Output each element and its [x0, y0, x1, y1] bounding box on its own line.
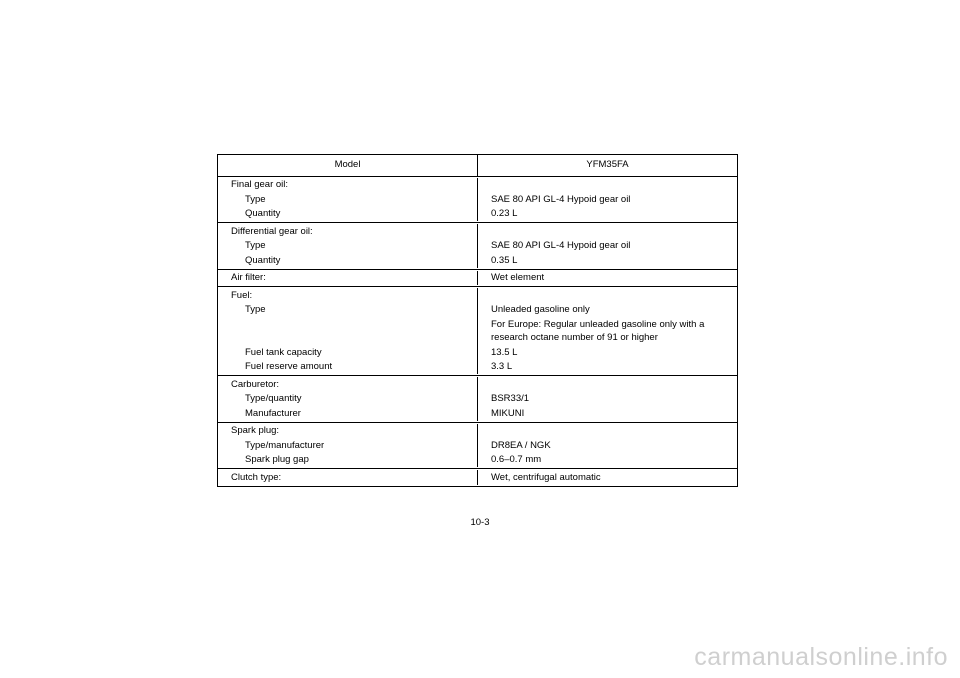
row-value: [478, 178, 737, 193]
watermark-logo: carmanualsonline.info: [694, 643, 948, 671]
row-value: SAE 80 API GL-4 Hypoid gear oil: [491, 240, 631, 251]
row-value: DR8EA / NGK: [491, 439, 551, 451]
row-value: [478, 224, 737, 239]
table-row: [218, 178, 737, 193]
row-value: Unleaded gasoline only: [491, 304, 590, 315]
row-label: Type/manufacturer: [218, 438, 478, 453]
table-group: [218, 422, 737, 469]
table-row: [218, 345, 737, 360]
row-value: MIKUNI: [491, 407, 525, 419]
row-label: Differential gear oil:: [218, 224, 478, 239]
row-label: Manufacturer: [218, 406, 478, 421]
table-row: [218, 253, 737, 268]
row-label: Spark plug gap: [218, 453, 478, 468]
row-label: Final gear oil:: [218, 178, 478, 193]
table-row: [218, 438, 737, 453]
spec-table: [217, 154, 738, 487]
table-row: [218, 271, 737, 286]
row-label: Air filter:: [218, 271, 478, 286]
row-value: BSR33/1: [491, 393, 530, 404]
table-row: [218, 453, 737, 468]
row-value: 3.3 L: [491, 361, 513, 372]
row-label: Type: [218, 192, 478, 207]
row-label: Quantity: [218, 207, 478, 222]
table-row: [218, 207, 737, 222]
row-value: Wet, centrifugal automatic: [491, 471, 601, 483]
row-label: Fuel tank capacity: [218, 345, 478, 360]
table-group: [218, 468, 737, 486]
table-row: [218, 317, 737, 345]
row-value: 0.35 L: [491, 254, 518, 266]
row-value: 0.6–0.7 mm: [491, 454, 542, 465]
row-label: Type/quantity: [218, 392, 478, 407]
model-header-value: YFM35FA: [586, 159, 629, 170]
row-value: [478, 424, 737, 439]
table-header-row: [218, 155, 737, 177]
row-value: Wet element: [491, 272, 545, 283]
table-group: [218, 222, 737, 269]
table-row: [218, 377, 737, 392]
row-label: Fuel:: [218, 288, 478, 303]
table-row: [218, 406, 737, 421]
table-row: [218, 239, 737, 254]
table-row: [218, 288, 737, 303]
table-group: [218, 375, 737, 422]
row-value: 13.5 L: [491, 346, 518, 358]
table-body: [218, 177, 737, 486]
row-label: Clutch type:: [218, 470, 478, 485]
table-row: [218, 470, 737, 485]
row-value: [478, 288, 737, 303]
table-row: [218, 224, 737, 239]
row-label: Carburetor:: [218, 377, 478, 392]
row-label: Fuel reserve amount: [218, 360, 478, 375]
row-value: For Europe: Regular unleaded gasoline only with a research octane number of 91 or higher: [491, 318, 705, 343]
table-row: [218, 392, 737, 407]
page-number: 10-3: [470, 517, 490, 528]
table-group: [218, 177, 737, 223]
row-value: [478, 377, 737, 392]
table-group: [218, 269, 737, 287]
table-row: [218, 303, 737, 318]
table-row: [218, 424, 737, 439]
row-label: Quantity: [218, 253, 478, 268]
table-group: [218, 286, 737, 375]
row-label: [218, 317, 478, 345]
table-row: [218, 192, 737, 207]
row-value: SAE 80 API GL-4 Hypoid gear oil: [491, 193, 631, 205]
row-label: Type: [218, 303, 478, 318]
table-row: [218, 360, 737, 375]
row-label: Spark plug:: [218, 424, 478, 439]
row-label: Type: [218, 239, 478, 254]
model-header-label: Model: [218, 155, 478, 176]
row-value: 0.23 L: [491, 208, 518, 219]
